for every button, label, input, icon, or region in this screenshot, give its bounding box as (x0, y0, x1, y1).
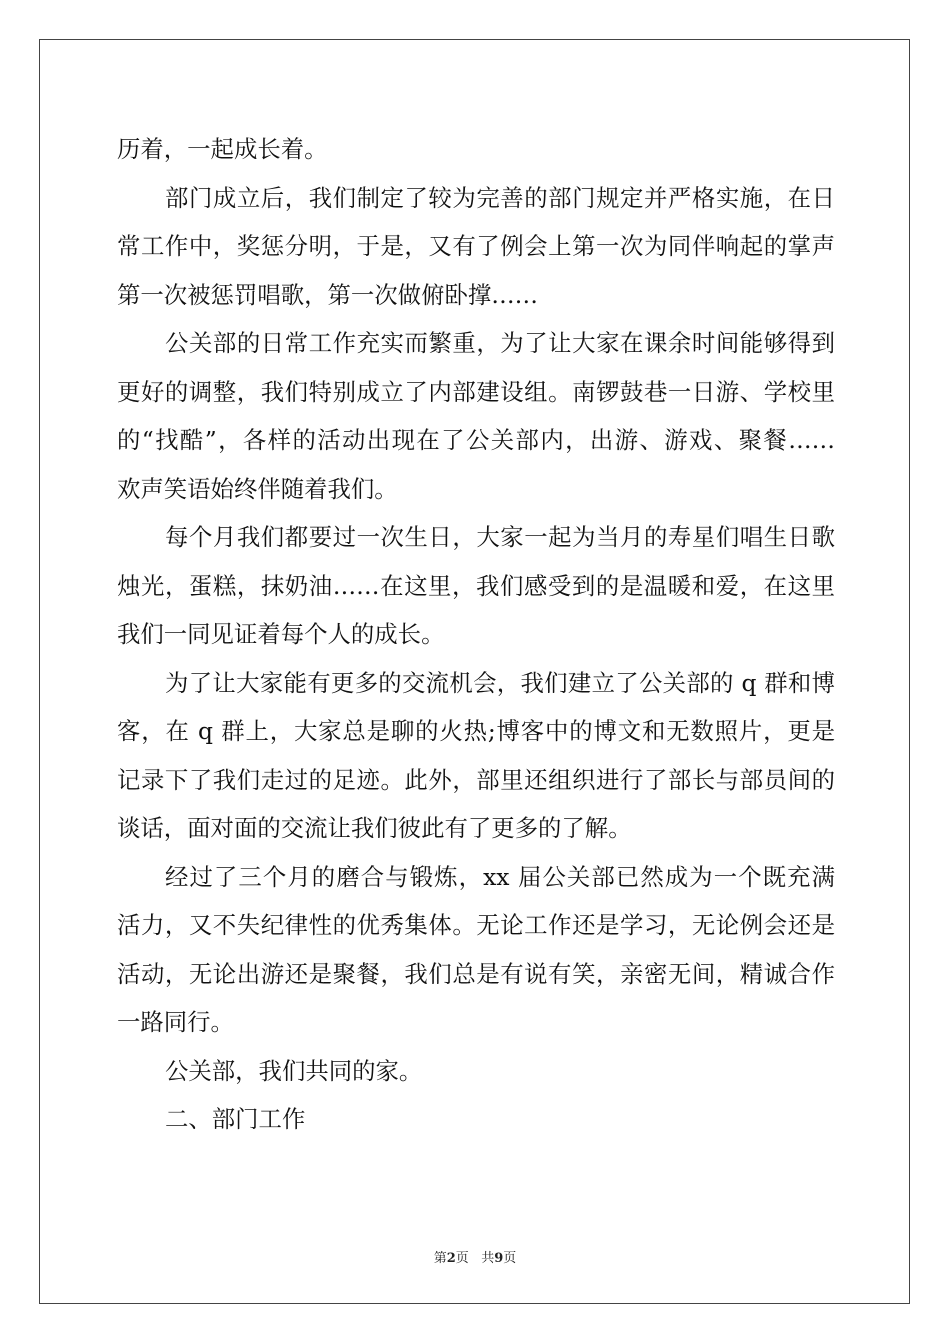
text-line: 活动，无论出游还是聚餐，我们总是有说有笑，亲密无间，精诚合作 (117, 959, 835, 988)
text-line: 活力，又不失纪律性的优秀集体。无论工作还是学习，无论例会还是 (117, 911, 835, 939)
text-line: 公关部的日常工作充实而繁重，为了让大家在课余时间能够得到 (165, 329, 835, 357)
footer-total-pages: 9 (494, 1251, 504, 1266)
text-line: 烛光，蛋糕，抹奶油……在这里，我们感受到的是温暖和爱，在这里 (117, 571, 835, 600)
footer-page-suffix: 页 (455, 1251, 469, 1266)
text-line: 更好的调整，我们特别成立了内部建设组。南锣鼓巷一日游、学校里 (117, 377, 835, 406)
footer-page-number: 2 (446, 1251, 456, 1266)
text-line: 公关部，我们共同的家。 (165, 1056, 423, 1085)
text-line: 常工作中，奖惩分明，于是，又有了例会上第一次为同伴响起的掌声 (117, 232, 835, 260)
text-line: 经过了三个月的磨合与锻炼，xx 届公关部已然成为一个既充满 (165, 862, 835, 891)
text-line: 一路同行。 (117, 1008, 234, 1036)
text-line: 为了让大家能有更多的交流机会，我们建立了公关部的 q 群和博 (165, 668, 835, 697)
text-line: 欢声笑语始终伴随着我们。 (117, 474, 398, 503)
footer-total-prefix: 共 (481, 1251, 495, 1266)
text-line: 的“找酷”，各样的活动出现在了公关部内，出游、游戏、聚餐…… (117, 426, 835, 454)
text-line: 客，在 q 群上，大家总是聊的火热;博客中的博文和无数照片，更是 (117, 717, 835, 745)
section-heading: 二、部门工作 (165, 1105, 306, 1133)
footer-page-prefix: 第 (433, 1251, 447, 1266)
text-line: 部门成立后，我们制定了较为完善的部门规定并严格实施，在日 (165, 183, 835, 212)
document-body (117, 125, 835, 1144)
text-line: 第一次被惩罚唱歌，第一次做俯卧撑…… (117, 280, 539, 309)
text-line: 每个月我们都要过一次生日，大家一起为当月的寿星们唱生日歌 (165, 523, 835, 551)
footer-total-suffix: 页 (503, 1251, 517, 1266)
text-line: 我们一同见证着每个人的成长。 (117, 620, 445, 648)
text-line: 记录下了我们走过的足迹。此外，部里还组织进行了部长与部员间的 (117, 765, 835, 794)
page-footer (0, 1247, 950, 1266)
text-line: 谈话，面对面的交流让我们彼此有了更多的了解。 (117, 814, 632, 842)
text-line: 历着，一起成长着。 (117, 135, 328, 163)
